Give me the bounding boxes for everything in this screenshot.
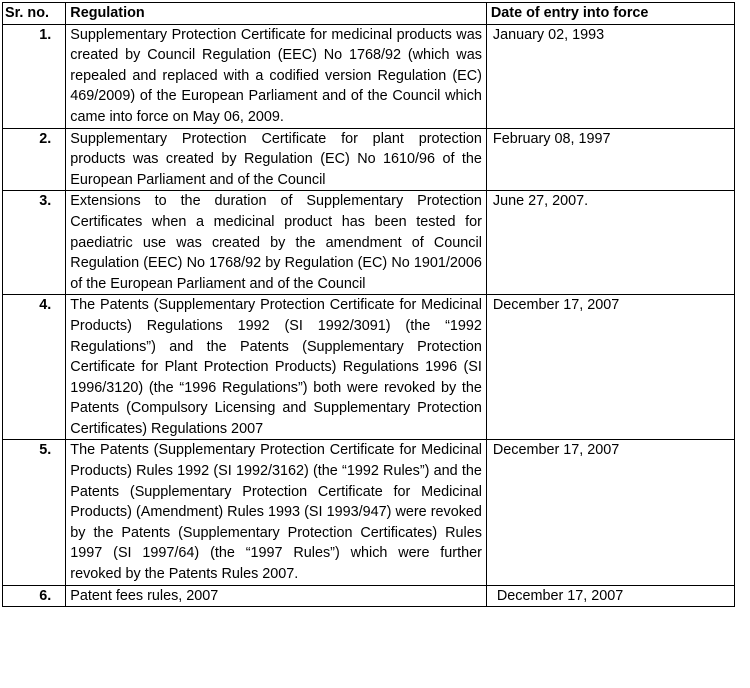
table-row (3, 128, 735, 191)
row-sr-no: 2. (3, 128, 66, 191)
header-row (3, 3, 735, 25)
row-date: February 08, 1997 (486, 128, 734, 191)
header-sr-no: Sr. no. (3, 3, 66, 25)
table-row (3, 24, 735, 128)
row-sr-no: 6. (3, 585, 66, 607)
row-regulation: Supplementary Protection Certificate for plant protection products was created by Regulation (EC) No 1610/96 of the European Parliament and of the Council (66, 128, 487, 191)
row-regulation: The Patents (Supplementary Protection Certificate for Medicinal Products) Rules 1992 (SI 1992/3162) (the “1992 Rules”) and the Patents (Supplementary Protection Certificate for Medicinal Products) (Amendment) Rules 1993 (SI 1993/947) were revoked by the Patents (Supplementary Protection Certificates) Rules 1997 (SI 1997/64) (the “1997 Rules”) which were further revoked by the Patents Rules 2007. (66, 440, 487, 585)
regulations-table (2, 2, 735, 607)
row-sr-no: 1. (3, 24, 66, 128)
row-date: December 17, 2007 (486, 295, 734, 440)
row-regulation: Supplementary Protection Certificate for medicinal products was created by Council Regulation (EEC) No 1768/92 (which was repealed and replaced with a codified version Regulation (EC) 469/2009) of the European Parliament and of the Council which came into force on May 06, 2009. (66, 24, 487, 128)
header-date: Date of entry into force (486, 3, 734, 25)
row-date: December 17, 2007 (486, 585, 734, 607)
header-regulation: Regulation (66, 3, 487, 25)
row-date: June 27, 2007. (486, 191, 734, 295)
row-date: January 02, 1993 (486, 24, 734, 128)
table-row (3, 191, 735, 295)
table-row (3, 585, 735, 607)
row-sr-no: 4. (3, 295, 66, 440)
row-regulation: The Patents (Supplementary Protection Certificate for Medicinal Products) Regulations 1992 (SI 1992/3091) (the “1992 Regulations”) and the Patents (Supplementary Protection Certificate for Plant Protection Products) Regulations 1996 (SI 1996/3120) (the “1996 Regulations”) both were revoked by the Patents (Compulsory Licensing and Supplementary Protection Certificates) Regulations 2007 (66, 295, 487, 440)
row-sr-no: 5. (3, 440, 66, 585)
table-row (3, 440, 735, 585)
table-row (3, 295, 735, 440)
row-regulation: Patent fees rules, 2007 (66, 585, 487, 607)
row-date: December 17, 2007 (486, 440, 734, 585)
row-sr-no: 3. (3, 191, 66, 295)
row-regulation: Extensions to the duration of Supplementary Protection Certificates when a medicinal product has been tested for paediatric use was created by the amendment of Council Regulation (EEC) No 1768/92 by Regulation (EC) No 1901/2006 of the European Parliament and of the Council (66, 191, 487, 295)
